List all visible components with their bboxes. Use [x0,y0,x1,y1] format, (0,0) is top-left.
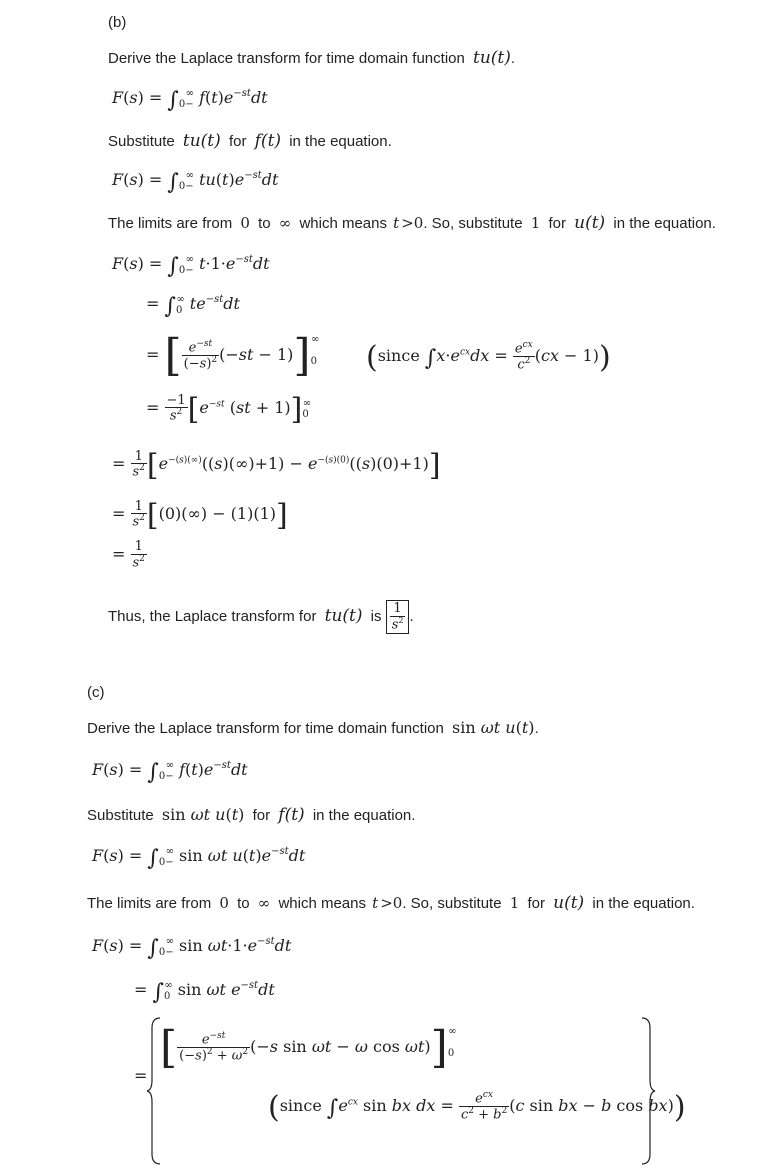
part-c-label: (c) [87,684,105,701]
part-c-definition-equation: $F(s) = \int_{0-}^\infty$ $f(t)e^{-st}dt$ [92,760,248,785]
part-b-step-7: = $\frac{1}{s^2}$ [112,539,145,570]
part-b-limits-line: The limits are from 0 to ∞ which means t >0. So, substitute 1 for u(t) in the equation. [108,213,716,233]
part-b-substituted-equation: $F(s) = \int_{0-}^\infty$ $tu(t)e^{-st}dt$ [112,170,279,195]
part-b-boxed-answer: $\frac{1}{s^2}$ [386,600,410,634]
part-b-step-6: = $\frac{1}{s^2}$ [(0)(∞) − (1)(1)] [112,498,288,533]
part-c-intro-text: Derive the Laplace transform for time domain function [87,720,444,737]
part-b-substitute-line: Substitute tu(t) for f(t) in the equation. [108,131,392,151]
part-b-intro: Derive the Laplace transform for time domain function tu(t). [108,48,516,68]
part-b-definition-equation: $F(s) = \int_{0-}^\infty$ $f(t)e^{-st}dt$ [112,88,268,113]
part-b-conclusion: Thus, the Laplace transform for tu(t) is $\frac{1}{s^2}$ . [108,601,414,632]
part-c-intro: Derive the Laplace transform for time domain function sin ωt u(t). [87,718,539,737]
part-c-equals-sign: = [134,1066,148,1085]
part-b-intro-math: tu(t) [473,48,511,68]
part-b-step-3: = [ $\frac{e^{-st}}{(-s)^2}$ $(-st - 1)]_0^\infty$ [146,330,320,381]
part-c-substituted-equation: $F(s) = \int_{0-}^\infty$ sin ωt $u(t)e^{-st}dt$ [92,846,306,871]
part-c-step-2: = $\int_0^\infty$ sin ωt $e^{-st}dt$ [134,980,275,1005]
part-c-limits-line: The limits are from 0 to ∞ which means t >0. So, substitute 1 for u(t) in the equation. [87,893,695,913]
right-curly-brace [640,1016,656,1166]
part-b-step-4: = $\frac{-1}{s^2}$ [$e^{-st}$ $(st + 1)]_0^\infty$ [146,392,312,427]
part-b-step-5: = $\frac{1}{s^2}$ $[e^{-(s)(\infty)}((s)(\infty)+1) - e^{-(s)(0)}((s)(0)+1)]$ [112,448,441,483]
part-c-integration-hint: (since $\int e^{cx}$ sin bx dx = $\frac{e^{cx}}{c^2 + b^2}$ (c sin bx − b cos bx)) [268,1090,686,1125]
part-b-step-2: = $\int_0^\infty$ $te^{-st}dt$ [146,294,240,319]
part-c-step-3: [ $\frac{e^{-st}}{(-s)^2 + \omega^2}$ (−s sin ωt − ω $\cos \omega t)]_0^\infty$ [160,1022,457,1073]
part-c-substitute-line: Substitute sin ωt u(t) for f(t) in the equation. [87,805,416,825]
part-b-integration-hint: (since $\int x\cdot e^{cx}dx$ = $\frac{e^{cx}}{c^2}$ (cx − 1)) [366,340,611,375]
part-b-intro-text: Derive the Laplace transform for time domain function [108,50,465,67]
part-b-step-1: $F(s) = \int_{0-}^\infty$ $t\cdot 1\cdot e^{-st}dt$ [112,254,270,279]
part-b-label: (b) [108,14,127,31]
part-c-step-1: $F(s) = \int_{0-}^\infty$ $\sin \omega t\cdot 1\cdot e^{-st}dt$ [92,936,292,961]
